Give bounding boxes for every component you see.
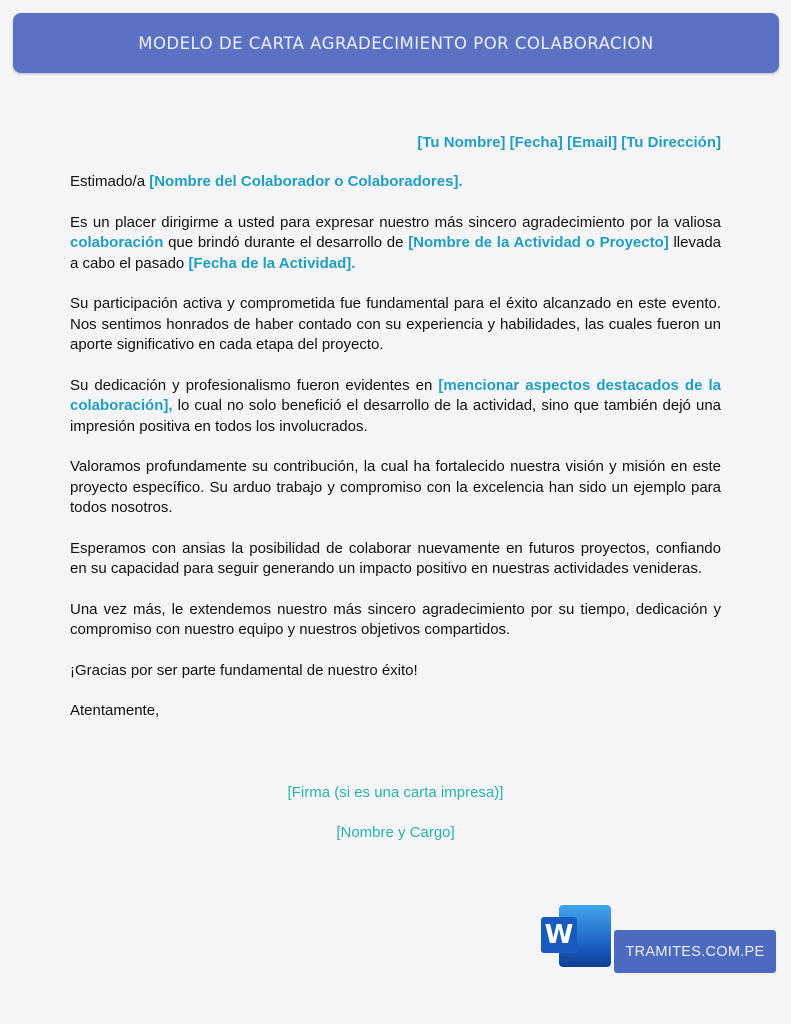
paragraph-6: Una vez más, le extendemos nuestro más sincero agradecimiento por su tiempo, dedicación y compromiso con nuestro equipo y nuestros objetivos compartidos.	[70, 600, 721, 638]
activity-date-placeholder: [Fecha de la Actividad]	[188, 254, 352, 272]
colaboracion-highlight: colaboración	[70, 234, 164, 251]
paragraph-1-text-2: que brindó durante el desarrollo de	[163, 234, 409, 251]
letter-body	[70, 172, 721, 742]
greeting	[70, 172, 721, 193]
word-icon: W	[541, 917, 577, 953]
title-banner	[13, 13, 779, 73]
highlights-placeholder: [mencionar aspectos destacados de la colaboración],	[70, 376, 721, 414]
paragraph-5: Esperamos con ansias la posibilidad de colaborar nuevamente en futuros proyectos, confiando en su capacidad para seguir generando un impacto positivo en nuestras actividades venideras.	[70, 539, 721, 577]
recipient-placeholder: [Nombre del Colaborador o Colaboradores]	[149, 173, 459, 190]
paragraph-1-end: .	[351, 254, 356, 272]
closing: Atentamente,	[70, 702, 160, 719]
site-label: TRAMITES.COM.PE	[625, 943, 765, 960]
download-badge[interactable]	[541, 905, 776, 973]
name-title-placeholder: [Nombre y Cargo]	[336, 824, 455, 841]
paragraph-3-text-2: lo cual no solo benefició el desarrollo de la actividad, sino que también dejó una impresión positiva en todos los involucrados.	[70, 397, 721, 435]
paragraph-7: ¡Gracias por ser parte fundamental de nuestro éxito!	[70, 661, 418, 679]
paragraph-1	[70, 213, 721, 275]
paragraph-1-text-3: llevada a cabo el pasado	[70, 234, 721, 272]
site-link[interactable]	[614, 930, 776, 973]
sender-info: [Tu Nombre] [Fecha] [Email] [Tu Dirección]	[417, 134, 721, 151]
paragraph-3	[70, 376, 721, 438]
activity-name-placeholder: [Nombre de la Actividad o Proyecto]	[408, 234, 669, 251]
greeting-end: .	[458, 173, 463, 190]
paragraph-3-text: Su dedicación y profesionalismo fueron evidentes en	[70, 376, 439, 394]
salutation: Estimado/a	[70, 173, 150, 190]
page-title: MODELO DE CARTA AGRADECIMIENTO POR COLABORACION	[138, 33, 654, 53]
signature-placeholder: [Firma (si es una carta impresa)]	[287, 784, 504, 801]
paragraph-1-text: Es un placer dirigirme a usted para expresar nuestro más sincero agradecimiento por la valiosa	[70, 213, 721, 231]
paragraph-4: Valoramos profundamente su contribución, la cual ha fortalecido nuestra visión y misión en este proyecto específico. Su arduo trabajo y compromiso con la excelencia han sido un ejemplo para todos nosotros.	[70, 458, 721, 516]
paragraph-2: Su participación activa y comprometida fue fundamental para el éxito alcanzado en este evento. Nos sentimos honrados de haber contado con su experiencia y habilidades, las cuales fueron un aporte significativo en cada etapa del proyecto.	[70, 295, 721, 353]
